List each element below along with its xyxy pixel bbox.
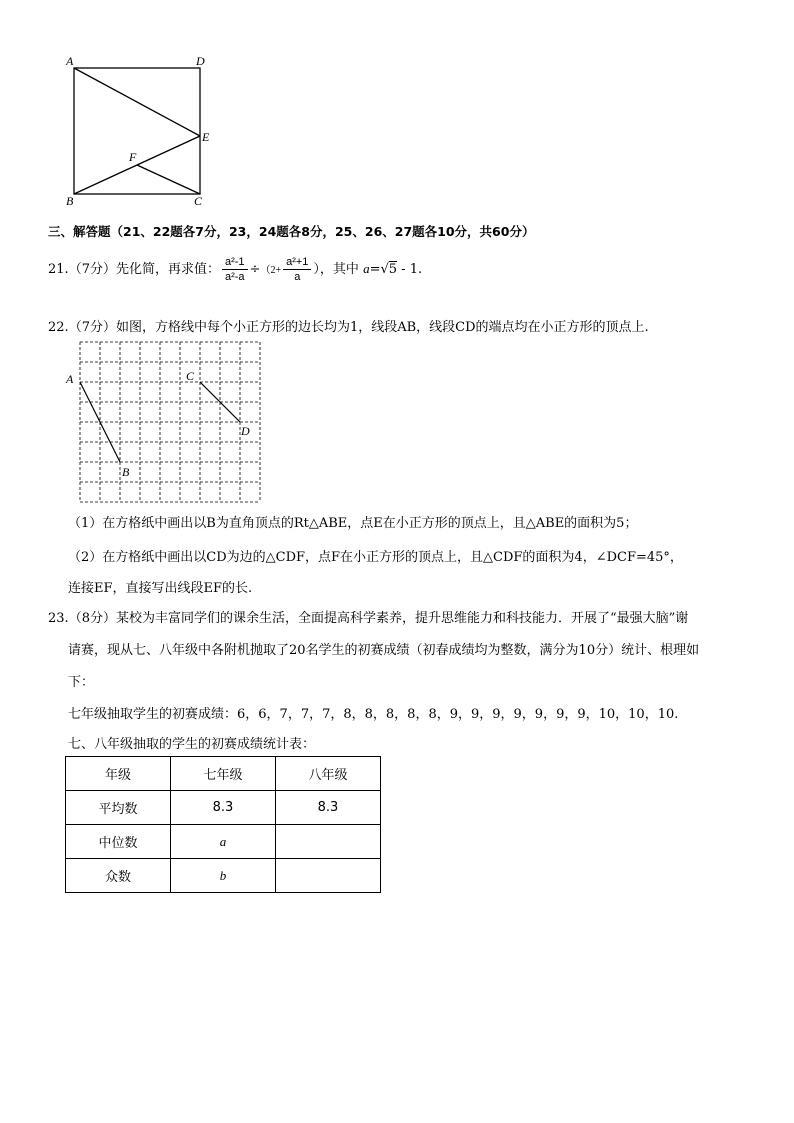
table-row xyxy=(66,859,381,893)
table-cell xyxy=(276,825,381,859)
q22-points: （7分） xyxy=(68,320,116,335)
q23-table-caption: 七、八年级抽取的学生的初赛成绩统计表： xyxy=(68,737,316,752)
table-header: 年级 xyxy=(66,757,171,791)
q21-text: 先化简，再求值： xyxy=(115,262,220,277)
grid-label-c: C xyxy=(186,369,195,383)
q23-number: 23. xyxy=(48,611,69,626)
label-b: B xyxy=(66,194,74,208)
q21-frac1-denominator: a²-a xyxy=(224,271,245,283)
q23-points: （8分） xyxy=(68,611,116,626)
segment-fc xyxy=(137,165,200,194)
label-d: D xyxy=(196,54,205,68)
label-f: F xyxy=(129,150,137,164)
table-cell: 众数 xyxy=(66,859,171,893)
q23-grade7-scores: 七年级抽取学生的初赛成绩：6，6，7，7，7，8，8，8，8，8，9，9，9，9，9，9，9，10，10，10. xyxy=(68,707,679,722)
q21-frac1-numerator: a²-1 xyxy=(222,256,248,270)
q22-number: 22. xyxy=(48,320,69,335)
q23-line2: 请赛，现从七、八年级中各附机抛取了20名学生的初赛成绩（初春成绩均为整数，满分为10分）统计、根理如 xyxy=(68,643,700,658)
question-21 xyxy=(48,256,422,283)
table-header-row xyxy=(66,757,381,791)
q21-div: ÷ xyxy=(249,262,261,277)
q21-number: 21. xyxy=(48,262,69,277)
q21-var: a xyxy=(363,261,370,276)
question-22 xyxy=(48,316,649,335)
table-cell: b xyxy=(171,859,276,893)
table-cell: 中位数 xyxy=(66,825,171,859)
grid-figure xyxy=(64,338,270,508)
stats-table xyxy=(65,756,381,893)
q21-frac2-denominator: a xyxy=(294,271,301,283)
grid-label-b: B xyxy=(122,465,130,479)
segment-ae xyxy=(74,68,200,136)
q21-tail: - 1. xyxy=(397,262,423,277)
q21-frac2-numerator: a²+1 xyxy=(283,256,311,270)
q21-fraction-2 xyxy=(283,256,311,283)
label-c: C xyxy=(194,194,203,208)
grid-label-d: D xyxy=(241,424,250,438)
q21-sqrt-symbol: √ xyxy=(380,262,389,277)
square-figure xyxy=(60,50,220,210)
table-header: 七年级 xyxy=(171,757,276,791)
table-cell: 8.3 xyxy=(276,791,381,825)
table-cell: 8.3 xyxy=(171,791,276,825)
q22-text: 如图，方格线中每个小正方形的边长均为1，线段AB，线段CD的端点均在小正方形的顶点上. xyxy=(115,320,649,335)
q22-part2-line1: （2）在方格纸中画出以CD为边的△CDF，点F在小正方形的顶点上，且△CDF的面积为4，∠DCF=45°， xyxy=(68,550,683,565)
label-a: A xyxy=(66,54,74,68)
q21-points: （7分） xyxy=(68,262,116,277)
label-e: E xyxy=(202,130,210,144)
table-header: 八年级 xyxy=(276,757,381,791)
section-heading: 三、解答题（21、22题各7分，23，24题各8分，25、26、27题各10分，共60分） xyxy=(48,224,535,239)
table-row xyxy=(66,825,381,859)
table-cell: 平均数 xyxy=(66,791,171,825)
q23-line1: 某校为丰富同学们的课余生活，全面提高科学素养，提升思维能力和科技能力．开展了“最强大脑”谢 xyxy=(115,611,689,626)
table-cell xyxy=(276,859,381,893)
q22-part2-line2: 连接EF，直接写出线段EF的长. xyxy=(68,581,253,596)
grid-label-a: A xyxy=(66,372,74,386)
q21-fraction-1 xyxy=(222,256,248,283)
square-abcd xyxy=(74,68,200,194)
question-23 xyxy=(48,607,688,626)
q23-line3: 下： xyxy=(68,675,95,690)
dashed-grid xyxy=(80,342,260,502)
table-cell: a xyxy=(171,825,276,859)
q21-sqrt-arg: 5 xyxy=(388,262,398,277)
q21-eq: = xyxy=(369,262,381,277)
table-row xyxy=(66,791,381,825)
q21-paren-open: （2+ xyxy=(260,265,282,276)
q21-paren-close: ），其中 xyxy=(313,262,364,277)
q22-part1: （1）在方格纸中画出以B为直角顶点的Rt△ABE，点E在小正方形的顶点上，且△ABE的面积为5； xyxy=(68,516,638,531)
